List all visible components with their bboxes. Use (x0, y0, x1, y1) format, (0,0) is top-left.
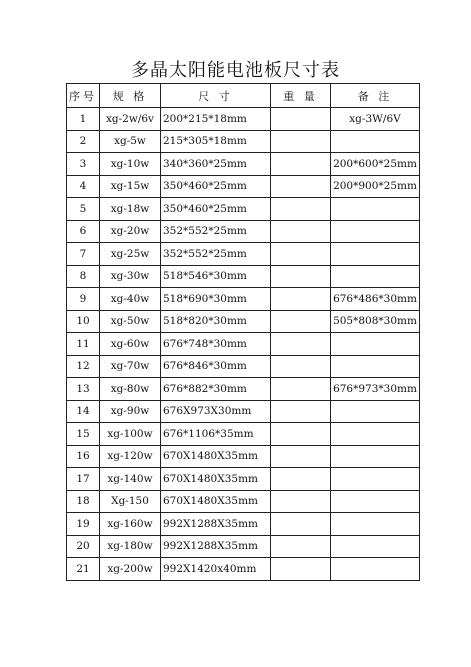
table-row (67, 378, 420, 401)
table-header-row (67, 84, 420, 108)
cell-weight (271, 198, 331, 221)
header-size: 尺 寸 (161, 84, 271, 108)
cell-model: xg-140w (100, 468, 161, 491)
cell-note (331, 445, 420, 468)
cell-weight (271, 310, 331, 333)
cell-no: 6 (67, 220, 100, 243)
cell-weight (271, 333, 331, 356)
table-row (67, 130, 420, 153)
cell-weight (271, 355, 331, 378)
cell-no: 1 (67, 108, 100, 131)
cell-size: 352*552*25mm (161, 220, 271, 243)
cell-size: 350*460*25mm (161, 198, 271, 221)
cell-note (331, 513, 420, 536)
cell-weight (271, 535, 331, 558)
cell-size: 350*460*25mm (161, 175, 271, 198)
cell-model: xg-50w (100, 310, 161, 333)
table-row (67, 445, 420, 468)
cell-model: xg-120w (100, 445, 161, 468)
cell-model: xg-180w (100, 535, 161, 558)
cell-weight (271, 220, 331, 243)
cell-note: 505*808*30mm (331, 310, 420, 333)
cell-size: 518*690*30mm (161, 288, 271, 311)
cell-weight (271, 288, 331, 311)
cell-no: 5 (67, 198, 100, 221)
cell-no: 13 (67, 378, 100, 401)
cell-model: xg-160w (100, 513, 161, 536)
cell-model: xg-100w (100, 423, 161, 446)
cell-model: xg-60w (100, 333, 161, 356)
cell-model: xg-5w (100, 130, 161, 153)
cell-no: 15 (67, 423, 100, 446)
cell-size: 992X1420x40mm (161, 558, 271, 581)
cell-no: 4 (67, 175, 100, 198)
cell-size: 676X973X30mm (161, 400, 271, 423)
cell-weight (271, 378, 331, 401)
cell-weight (271, 175, 331, 198)
size-table (66, 83, 420, 581)
table-row (67, 310, 420, 333)
cell-note (331, 423, 420, 446)
cell-weight (271, 445, 331, 468)
cell-model: Xg-150 (100, 490, 161, 513)
cell-weight (271, 513, 331, 536)
cell-model: xg-25w (100, 243, 161, 266)
cell-size: 676*1106*35mm (161, 423, 271, 446)
cell-model: xg-80w (100, 378, 161, 401)
cell-size: 992X1288X35mm (161, 513, 271, 536)
cell-weight (271, 423, 331, 446)
cell-weight (271, 153, 331, 176)
cell-note (331, 130, 420, 153)
cell-size: 676*748*30mm (161, 333, 271, 356)
page-title: 多晶太阳能电池板尺寸表 (131, 60, 340, 81)
table-row (67, 400, 420, 423)
cell-size: 676*882*30mm (161, 378, 271, 401)
cell-no: 7 (67, 243, 100, 266)
table-row (67, 108, 420, 131)
header-note: 备 注 (331, 84, 420, 108)
cell-weight (271, 490, 331, 513)
cell-no: 16 (67, 445, 100, 468)
cell-weight (271, 558, 331, 581)
header-no: 序号 (67, 84, 100, 108)
cell-no: 21 (67, 558, 100, 581)
cell-model: xg-30w (100, 265, 161, 288)
cell-no: 2 (67, 130, 100, 153)
table-row (67, 198, 420, 221)
cell-note: 200*600*25mm (331, 153, 420, 176)
cell-no: 20 (67, 535, 100, 558)
cell-note (331, 220, 420, 243)
cell-no: 8 (67, 265, 100, 288)
cell-no: 12 (67, 355, 100, 378)
cell-note: xg-3W/6V (331, 108, 420, 131)
cell-note (331, 333, 420, 356)
cell-note (331, 558, 420, 581)
cell-no: 11 (67, 333, 100, 356)
cell-size: 992X1288X35mm (161, 535, 271, 558)
cell-no: 19 (67, 513, 100, 536)
cell-size: 670X1480X35mm (161, 490, 271, 513)
table-row (67, 490, 420, 513)
cell-note (331, 468, 420, 491)
cell-note: 200*900*25mm (331, 175, 420, 198)
cell-model: xg-20w (100, 220, 161, 243)
table-row (67, 175, 420, 198)
table-row (67, 355, 420, 378)
cell-no: 3 (67, 153, 100, 176)
header-weight: 重 量 (271, 84, 331, 108)
table-row (67, 558, 420, 581)
cell-no: 14 (67, 400, 100, 423)
cell-note: 676*973*30mm (331, 378, 420, 401)
cell-model: xg-200w (100, 558, 161, 581)
table-row (67, 468, 420, 491)
cell-weight (271, 130, 331, 153)
cell-note (331, 198, 420, 221)
cell-size: 518*820*30mm (161, 310, 271, 333)
cell-note (331, 355, 420, 378)
cell-size: 670X1480X35mm (161, 445, 271, 468)
cell-no: 10 (67, 310, 100, 333)
cell-model: xg-40w (100, 288, 161, 311)
cell-model: xg-18w (100, 198, 161, 221)
table-row (67, 153, 420, 176)
cell-size: 676*846*30mm (161, 355, 271, 378)
cell-note (331, 490, 420, 513)
cell-no: 17 (67, 468, 100, 491)
cell-weight (271, 265, 331, 288)
table-row (67, 220, 420, 243)
table-row (67, 423, 420, 446)
table-row (67, 265, 420, 288)
table-row (67, 535, 420, 558)
table-row (67, 333, 420, 356)
cell-no: 18 (67, 490, 100, 513)
cell-model: xg-10w (100, 153, 161, 176)
cell-weight (271, 468, 331, 491)
cell-size: 340*360*25mm (161, 153, 271, 176)
cell-weight (271, 108, 331, 131)
cell-note (331, 400, 420, 423)
cell-size: 670X1480X35mm (161, 468, 271, 491)
cell-model: xg-15w (100, 175, 161, 198)
header-model: 规 格 (100, 84, 161, 108)
cell-size: 200*215*18mm (161, 108, 271, 131)
cell-note (331, 535, 420, 558)
cell-note: 676*486*30mm (331, 288, 420, 311)
cell-weight (271, 243, 331, 266)
cell-size: 352*552*25mm (161, 243, 271, 266)
cell-size: 518*546*30mm (161, 265, 271, 288)
cell-model: xg-2w/6v (100, 108, 161, 131)
cell-weight (271, 400, 331, 423)
cell-model: xg-90w (100, 400, 161, 423)
table-row (67, 243, 420, 266)
table-body (67, 108, 420, 581)
cell-size: 215*305*18mm (161, 130, 271, 153)
cell-model: xg-70w (100, 355, 161, 378)
table-row (67, 513, 420, 536)
cell-note (331, 265, 420, 288)
cell-note (331, 243, 420, 266)
table-row (67, 288, 420, 311)
cell-no: 9 (67, 288, 100, 311)
